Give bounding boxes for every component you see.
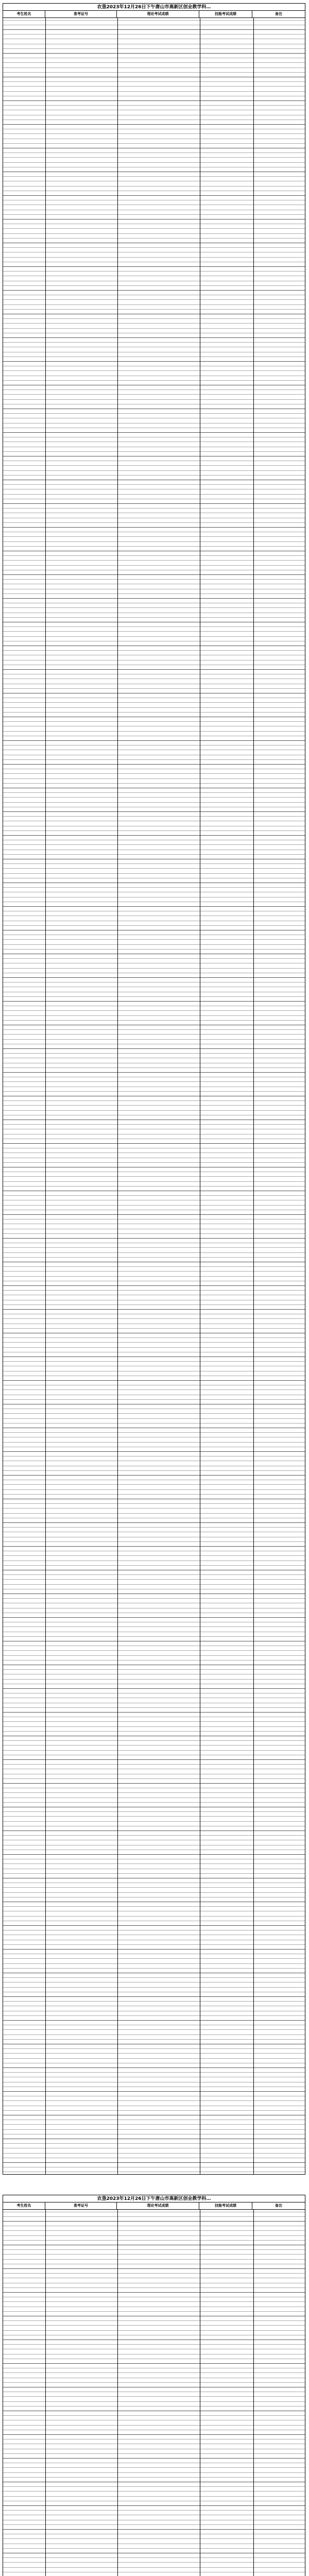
sheet-title: 农垦2023年12月26日下午唐山市高新区创业教学科… xyxy=(3,2195,305,2202)
score-sheet-2 xyxy=(3,2195,305,2576)
column-divider xyxy=(117,11,118,2174)
header-skill-score: 技能考试成绩 xyxy=(199,2202,253,2209)
header-name: 考生姓名 xyxy=(3,11,45,18)
score-table xyxy=(3,10,305,2175)
header-ticket-number: 准考证号 xyxy=(45,2202,117,2209)
score-table xyxy=(3,2202,305,2576)
header-skill-score: 技能考试成绩 xyxy=(199,11,253,18)
column-divider xyxy=(45,2202,46,2576)
header-ticket-number: 准考证号 xyxy=(45,11,117,18)
column-divider xyxy=(117,2202,118,2576)
table-header xyxy=(3,11,305,18)
sheet-title: 农垦2023年12月26日下午唐山市高新区创业教学科… xyxy=(3,3,305,11)
header-remarks: 备注 xyxy=(275,12,283,16)
column-divider xyxy=(253,11,254,2174)
table-header xyxy=(3,2202,305,2210)
column-divider xyxy=(45,11,46,2174)
header-theory-score: 理论考试成绩 xyxy=(117,2202,199,2209)
score-sheet-1 xyxy=(3,3,305,2175)
header-theory-score: 理论考试成绩 xyxy=(117,11,199,18)
header-name: 考生姓名 xyxy=(3,2202,45,2209)
header-remarks: 备注 xyxy=(275,2204,283,2208)
column-divider xyxy=(253,2202,254,2576)
